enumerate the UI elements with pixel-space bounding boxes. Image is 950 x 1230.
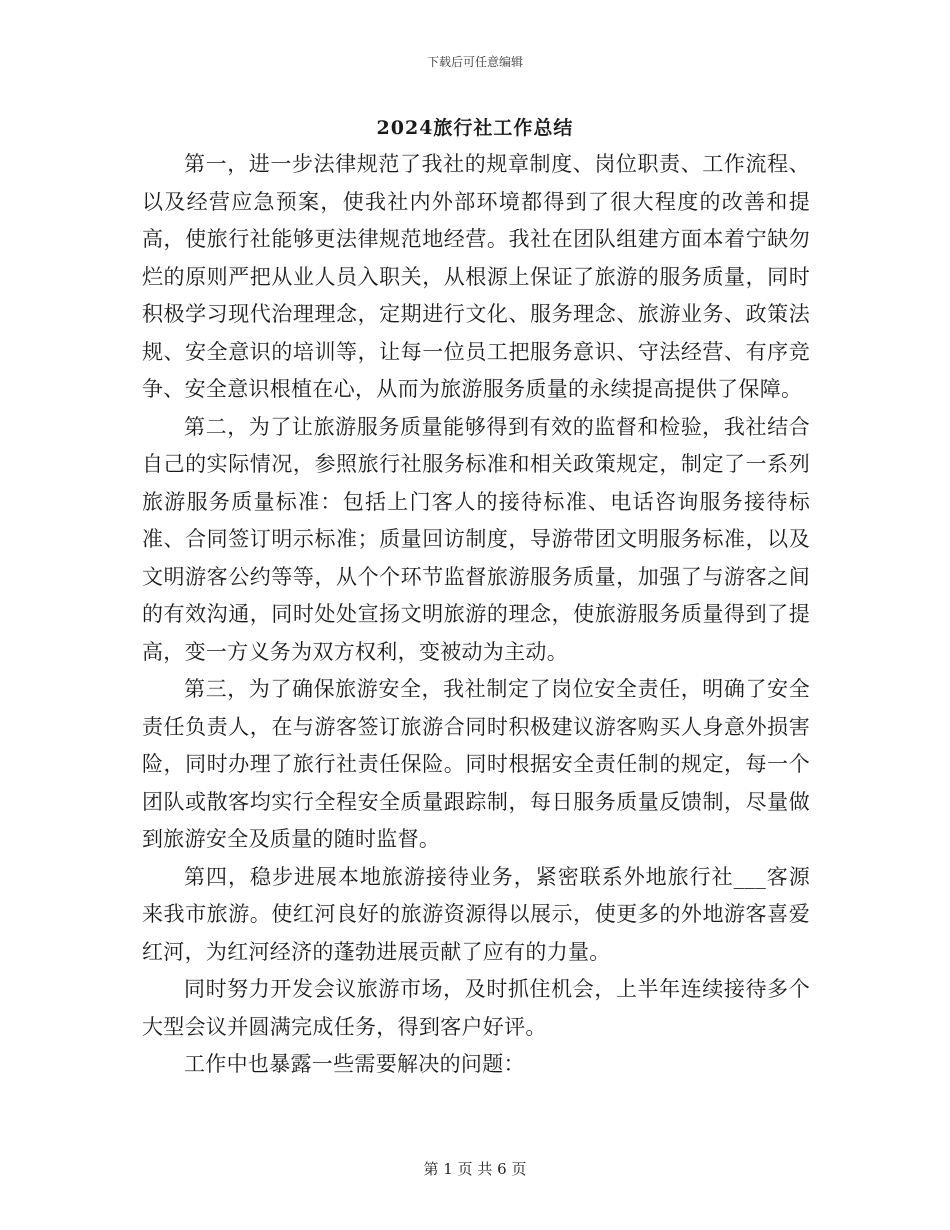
paragraph-3: 第三，为了确保旅游安全，我社制定了岗位安全责任，明确了安全责任负责人，在与游客签订旅游合同时积极建议游客购买人身意外损害险，同时办理了旅行社责任保险。同时根据安全责任制的规定，每一个团队或散客均实行全程安全质量跟踪制，每日服务质量反馈制，尽量做到旅游安全及质量的随时监督。 [142, 677, 810, 851]
paragraph-2: 第二，为了让旅游服务质量能够得到有效的监督和检验，我社结合自己的实际情况，参照旅行社服务标准和相关政策规定，制定了一系列旅游服务质量标准：包括上门客人的接待标准、电话咨询服务接待标准、合同签订明示标准；质量回访制度，导游带团文明服务标准，以及文明游客公约等等，从个个环节监督旅游服务质量，加强了与游客之间的有效沟通，同时处处宣扬文明旅游的理念，使旅游服务质量得到了提高，变一方义务为双方权利，变被动为主动。 [142, 414, 810, 664]
paragraph-1: 第一，进一步法律规范了我社的规章制度、岗位职责、工作流程、以及经营应急预案，使我社内外部环境都得到了很大程度的改善和提高，使旅行社能够更法律规范地经营。我社在团队组建方面本着宁缺勿烂的原则严把从业人员入职关，从根源上保证了旅游的服务质量，同时积极学习现代治理理念，定期进行文化、服务理念、旅游业务、政策法规、安全意识的培训等，让每一位员工把服务意识、守法经营、有序竞争、安全意识根植在心，从而为旅游服务质量的永续提高提供了保障。 [142, 152, 810, 401]
paragraph-4: 第四，稳步进展本地旅游接待业务，紧密联系外地旅行社___客源来我市旅游。使红河良好的旅游资源得以展示，使更多的外地游客喜爱红河，为红河经济的蓬勃进展贡献了应有的力量。 [142, 864, 810, 964]
paragraph-6: 工作中也暴露一些需要解决的问题： [184, 1052, 525, 1076]
page-number-footer: 第 1 页 共 6 页 [423, 1160, 527, 1178]
document-body [142, 146, 810, 1084]
paragraph-5: 同时努力开发会议旅游市场，及时抓住机会，上半年连续接待多个大型会议并圆满完成任务，得到客户好评。 [142, 977, 810, 1039]
header-note: 下载后可任意编辑 [426, 55, 523, 69]
document-title: 2024旅行社工作总结 [376, 117, 574, 139]
